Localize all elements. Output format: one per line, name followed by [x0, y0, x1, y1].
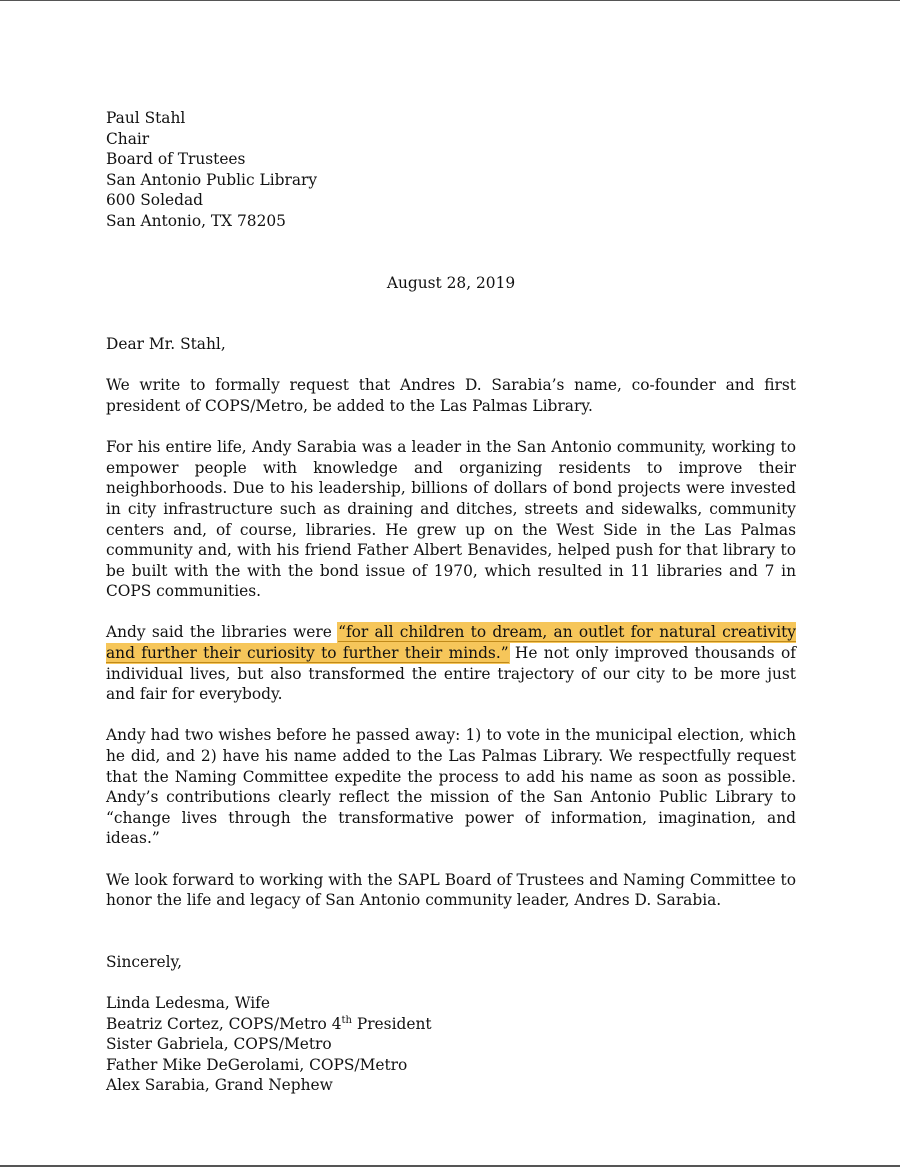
paragraph-biography: For his entire life, Andy Sarabia was a leader in the San Antonio community, working to empower people with knowledge and organizing residents to improve their neighborhoods. Due to his leadership, billions of dollars of bond projects were invested in city infrastructure such as draining and ditches, streets and sidewalks, community centers and, of course, libraries. He grew up on the West Side in the Las Palmas community and, with his friend Father Albert Benavides, helped push for that library to be built with the with the bond issue of 1970, which resulted in 11 libraries and 7 in COPS communities. — [106, 438, 796, 601]
paragraph-wishes: Andy had two wishes before he passed away: 1) to vote in the municipal election, which he did, and 2) have his name added to the Las Palmas Library. We respectfully request that the Naming Committee expedite the process to add his name as soon as possible. Andy’s contributions clearly reflect the mission of the San Antonio Public Library to “change lives through the transformative power of information, imagination, and ideas.” — [106, 726, 796, 848]
signatory: Sister Gabriela, COPS/Metro — [106, 1035, 332, 1054]
signatory-text: President — [351, 1014, 432, 1033]
signatory-text: Beatriz Cortez, COPS/Metro 4 — [106, 1014, 342, 1033]
signatory-list — [106, 993, 796, 1096]
highlighted-quote: “for all children to dream, an outlet for natural creativity and further their curiosity to further their minds.” — [106, 623, 796, 663]
recipient-city: San Antonio, TX 78205 — [106, 211, 286, 230]
quote-outro: He not only improved thousands of individual lives, but also transformed the entire trajectory of our city to be more just and fair for everybody. — [106, 644, 796, 704]
letter-body — [106, 108, 796, 1096]
recipient-street: 600 Soledad — [106, 191, 203, 210]
page-top-border — [0, 0, 900, 1]
signatory: Linda Ledesma, Wife — [106, 993, 270, 1012]
recipient-address — [106, 108, 796, 232]
signatory: Father Mike DeGerolami, COPS/Metro — [106, 1055, 408, 1074]
signatory — [106, 1014, 796, 1035]
recipient-institution: San Antonio Public Library — [106, 170, 318, 189]
salutation: Dear Mr. Stahl, — [106, 335, 226, 354]
paragraph-request: We write to formally request that Andres D. Sarabia’s name, co-founder and first president of COPS/Metro, be added to the Las Palmas Library. — [106, 376, 796, 415]
recipient-title: Chair — [106, 129, 150, 148]
paragraph-quote — [106, 622, 796, 704]
closing: Sincerely, — [106, 952, 183, 971]
recipient-organization: Board of Trustees — [106, 150, 246, 169]
ordinal-suffix: th — [341, 1014, 352, 1026]
signatory: Alex Sarabia, Grand Nephew — [106, 1076, 333, 1095]
quote-intro: Andy said the libraries were — [106, 623, 339, 642]
letter-date: August 28, 2019 — [386, 273, 516, 292]
paragraph-closing-statement: We look forward to working with the SAPL Board of Trustees and Naming Committee to honor the life and legacy of San Antonio community leader, Andres D. Sarabia. — [106, 870, 796, 910]
page-bottom-border — [0, 1165, 900, 1167]
recipient-name: Paul Stahl — [106, 109, 186, 127]
